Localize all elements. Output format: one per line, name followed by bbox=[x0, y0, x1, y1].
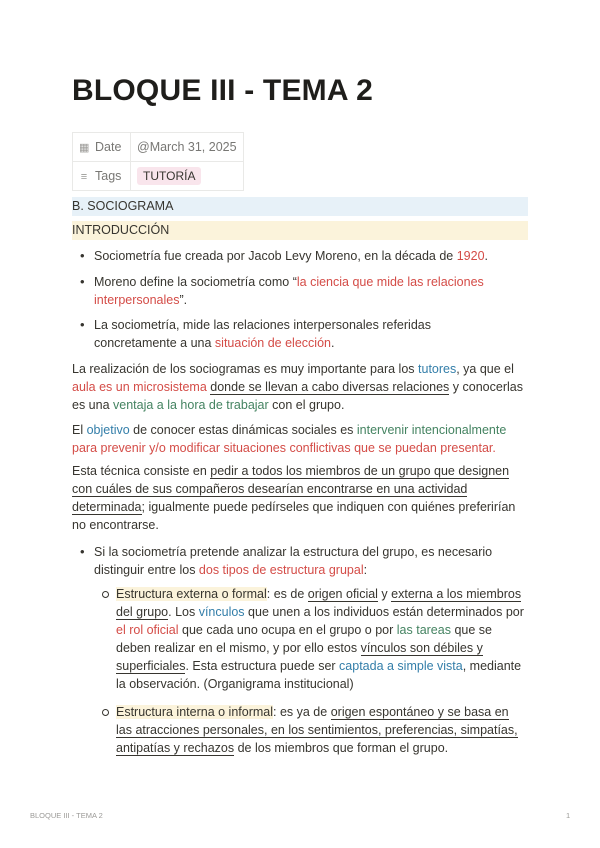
list-item: • Sociometría fue creada por Jacob Levy Moreno, en la década de 1920. bbox=[94, 247, 534, 265]
paragraph: El objetivo de conocer estas dinámicas sociales es intervenir intencionalmente para prevenir y/o modificar situaciones conflictivas que se puedan presentar. bbox=[72, 423, 507, 455]
page-title: BLOQUE III - TEMA 2 bbox=[72, 74, 374, 107]
sub-list-item: Estructura interna o informal: es ya de origen espontáneo y se basa en las atracciones personales, en los sentimientos, preferencias, simpatías, antipatías y rechazos de los miembros que forman el grupo. bbox=[116, 703, 526, 757]
property-date bbox=[73, 133, 244, 162]
list-icon: ≡ bbox=[80, 171, 88, 183]
list-item: • Si la sociometría pretende analizar la estructura del grupo, es necesario distinguir entre los dos tipos de estructura grupal: bbox=[94, 543, 514, 579]
paragraph: La realización de los sociogramas es muy importante para los tutores, ya que el aula es un microsistema donde se llevan a cabo diversas relaciones y conocerlas es una ventaja a la hora de trabajar con el grupo. bbox=[72, 362, 523, 412]
calendar-icon: ▦ bbox=[79, 142, 90, 154]
tag-tutoria[interactable]: TUTORÍA bbox=[137, 167, 201, 185]
section-heading: B. SOCIOGRAMA bbox=[72, 197, 528, 216]
intro-heading: INTRODUCCIÓN bbox=[72, 221, 528, 240]
properties-table bbox=[72, 132, 244, 191]
date-value[interactable]: @March 31, 2025 bbox=[131, 133, 244, 162]
date-label: Date bbox=[95, 140, 122, 154]
sub-list-item: Estructura externa o formal: es de origen oficial y externa a los miembros del grupo. Los vínculos que unen a los individuos están determinados por el rol oficial que cada uno ocupa en el grupo o por las tareas que se deben realizar en el mismo, y por ello estos vínculos son débiles y superficiales. Esta estructura puede ser captada a simple vista, mediante la observación. (Organigrama institucional) bbox=[116, 585, 526, 693]
property-tags bbox=[73, 162, 244, 191]
footer-title: BLOQUE III - TEMA 2 bbox=[30, 811, 103, 820]
list-item: • La sociometría, mide las relaciones interpersonales referidas concretamente a una situación de elección. bbox=[94, 316, 434, 352]
tags-label: Tags bbox=[95, 169, 122, 183]
page-number: 1 bbox=[566, 811, 571, 820]
paragraph: Esta técnica consiste en pedir a todos los miembros de un grupo que designen con cuáles de sus compañeros desearían encontrarse en una actividad determinada; igualmente puede pedírseles que indiquen con quiénes preferirían no encontrarse. bbox=[72, 464, 516, 532]
list-item: • Moreno define la sociometría como “la ciencia que mide las relaciones interpersonales”. bbox=[94, 273, 514, 309]
